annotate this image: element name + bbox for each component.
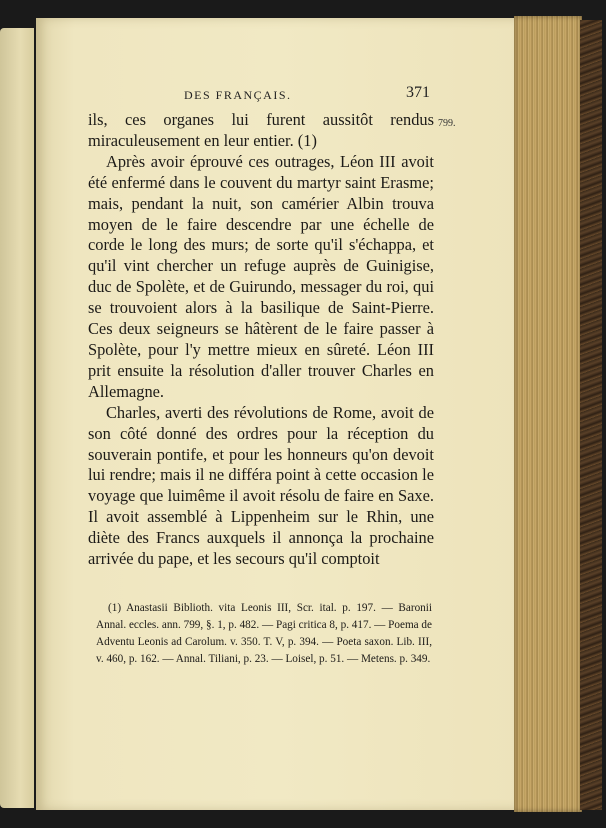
footnote: (1) Anastasii Biblioth. vita Leonis III, Scr. ital. p. 197. — Baronii Annal. eccles. ann. 799, §. 1, p. 482. — Pagi critica 8, p. 417. — Poema de Adventu Leonis ad Carolum. v. 350. T. V, p. 394. — Poeta saxon. Lib. III, v. 460, p. 162. — Annal. Tiliani, p. 23. — Loisel, p. 51. — Metens. p. 349.: [96, 602, 432, 665]
page-edges: [514, 16, 582, 812]
running-head: DES FRANÇAIS.: [184, 88, 292, 102]
footnotes: [96, 600, 432, 668]
body-text: [88, 110, 434, 570]
paragraph: Charles, averti des révolutions de Rome, avoit de son côté donné des ordres pour la réception du souverain pontife, et pour les honneurs qu'on devoit lui rendre; mais il ne différa point à cette occasion le voyage que luimême il avoit résolu de faire en Saxe. Il avoit assemblé à Lippenheim sur le Rhin, une diète des Francs auxquels il annonça la prochaine arrivée du pape, et les secours qu'il comptoit: [88, 402, 434, 569]
paragraph-continuation: ils, ces organes lui furent aussitôt rendus miraculeusement en leur entier. (1): [88, 110, 434, 150]
page-number: 371: [406, 84, 430, 101]
marbled-cover: [580, 20, 602, 810]
page-header: [84, 84, 430, 108]
left-page-edge: [0, 28, 34, 808]
margin-year-note: 799.: [438, 118, 456, 129]
paragraph: Après avoir éprouvé ces outrages, Léon III avoit été enfermé dans le couvent du martyr saint Erasme; mais, pendant la nuit, son camérier Albin trouva moyen de le faire descendre par une échelle de corde le long des murs; de sorte qu'il s'échappa, et qu'il vint chercher un refuge auprès de Guinigise, duc de Spolète, et de Guirundo, messager du roi, qui se trouvoient alors à la basilique de Saint-Pierre. Ces deux seigneurs se hâtèrent de le faire passer à Spolète, pour l'y mettre mieux en sûreté. Léon III prit ensuite la résolution d'aller trouver Charles en Allemagne.: [88, 151, 434, 401]
